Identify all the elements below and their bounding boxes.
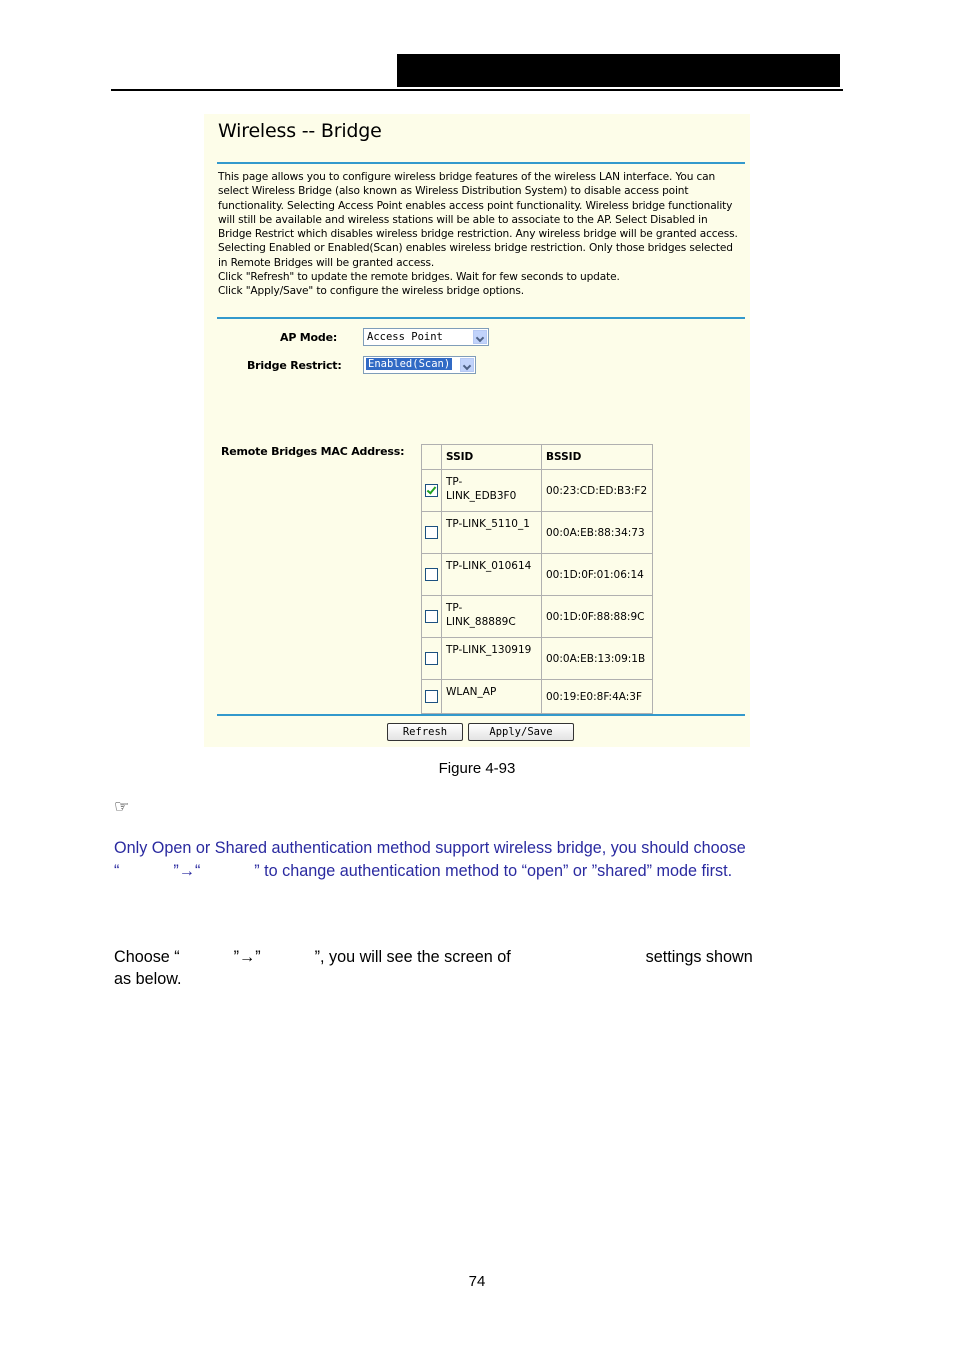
checkbox-cell	[422, 470, 442, 512]
ssid-cell: TP-LINK_5110_1	[442, 512, 542, 554]
ssid-header: SSID	[442, 445, 542, 470]
table-row	[422, 638, 653, 680]
header-rule	[111, 89, 843, 91]
table-row	[422, 680, 653, 714]
body-text	[114, 946, 840, 990]
ap-mode-value: Access Point	[367, 331, 443, 343]
ssid-cell: WLAN_AP	[442, 680, 542, 714]
panel-title: Wireless -- Bridge	[218, 120, 382, 142]
bssid-cell: 00:23:CD:ED:B3:F2	[542, 470, 653, 512]
divider	[217, 714, 745, 716]
checkbox-cell	[422, 512, 442, 554]
table-row	[422, 470, 653, 512]
ssid-cell: TP-LINK_010614	[442, 554, 542, 596]
body-line: as below.	[114, 970, 182, 988]
bridge-restrict-select[interactable]	[363, 356, 476, 374]
table-row	[422, 512, 653, 554]
pointing-hand-icon: ☞	[114, 797, 130, 817]
bssid-cell: 00:0A:EB:13:09:1B	[542, 638, 653, 680]
page-number: 74	[468, 1273, 486, 1290]
checkbox-cell	[422, 554, 442, 596]
bssid-cell: 00:0A:EB:88:34:73	[542, 512, 653, 554]
chevron-down-icon	[460, 358, 474, 372]
bridge-restrict-value: Enabled(Scan)	[368, 358, 451, 370]
apply-save-button[interactable]: Apply/Save	[468, 723, 574, 741]
bridge-restrict-label: Bridge Restrict:	[247, 359, 342, 372]
bridge-select-checkbox[interactable]	[425, 526, 438, 539]
description-line: Click "Refresh" to update the remote bridges. Wait for few seconds to update.	[218, 271, 620, 284]
description-line: functionality. Selecting Access Point enables access point functionality. Wireless bridge functionality	[218, 199, 733, 212]
body-line: Choose “ ”→” ”, you will see the screen of settings shown	[114, 948, 753, 966]
bssid-header: BSSID	[542, 445, 653, 470]
bridge-select-checkbox[interactable]	[425, 652, 438, 665]
chevron-down-icon	[473, 330, 487, 344]
remote-bridges-label: Remote Bridges MAC Address:	[221, 445, 405, 458]
table-row	[422, 554, 653, 596]
ssid-cell: TP- LINK_88889C	[442, 596, 542, 638]
description-line: will still be available and wireless stations will be able to associate to the AP. Select Disabled in	[218, 213, 708, 226]
bssid-cell: 00:1D:0F:01:06:14	[542, 554, 653, 596]
table-header-row	[422, 445, 653, 470]
ap-mode-select[interactable]	[363, 328, 489, 346]
description-line: Bridge Restrict which disables wireless bridge restriction. Any wireless bridge will be granted access.	[218, 228, 738, 241]
divider	[217, 317, 745, 319]
refresh-button[interactable]: Refresh	[387, 723, 463, 741]
divider	[217, 162, 745, 164]
checkbox-cell	[422, 680, 442, 714]
description-line: in Remote Bridges will be granted access.	[218, 256, 435, 269]
ap-mode-label: AP Mode:	[280, 331, 338, 344]
description-line: select Wireless Bridge (also known as Wireless Distribution System) to disable access point	[218, 185, 689, 198]
bridge-select-checkbox[interactable]	[425, 690, 438, 703]
screenshot-panel	[204, 114, 750, 747]
note-line: “ ”→“ ” to change authentication method to “open” or ”shared” mode first.	[114, 862, 733, 880]
remote-bridges-table	[421, 444, 653, 714]
table-row	[422, 596, 653, 638]
description-line: This page allows you to configure wireless bridge features of the wireless LAN interface. You can	[218, 171, 716, 183]
description-line: Click "Apply/Save" to configure the wireless bridge options.	[218, 285, 524, 298]
description-line: Selecting Enabled or Enabled(Scan) enables wireless bridge restriction. Only those bridges selected	[218, 242, 733, 255]
ssid-cell: TP-LINK_130919	[442, 638, 542, 680]
checkbox-cell	[422, 638, 442, 680]
ssid-cell: TP- LINK_EDB3F0	[442, 470, 542, 512]
note-line: Only Open or Shared authentication method support wireless bridge, you should choose	[114, 839, 746, 857]
description	[218, 170, 746, 299]
checkbox-cell	[422, 596, 442, 638]
bssid-cell: 00:19:E0:8F:4A:3F	[542, 680, 653, 714]
figure-caption: Figure 4-93	[438, 760, 516, 777]
bridge-select-checkbox[interactable]	[425, 484, 438, 497]
note-text	[114, 837, 840, 883]
bridge-select-checkbox[interactable]	[425, 568, 438, 581]
header-bar	[397, 54, 840, 87]
bssid-cell: 00:1D:0F:88:88:9C	[542, 596, 653, 638]
header-checkbox-cell	[422, 445, 442, 470]
bridge-select-checkbox[interactable]	[425, 610, 438, 623]
